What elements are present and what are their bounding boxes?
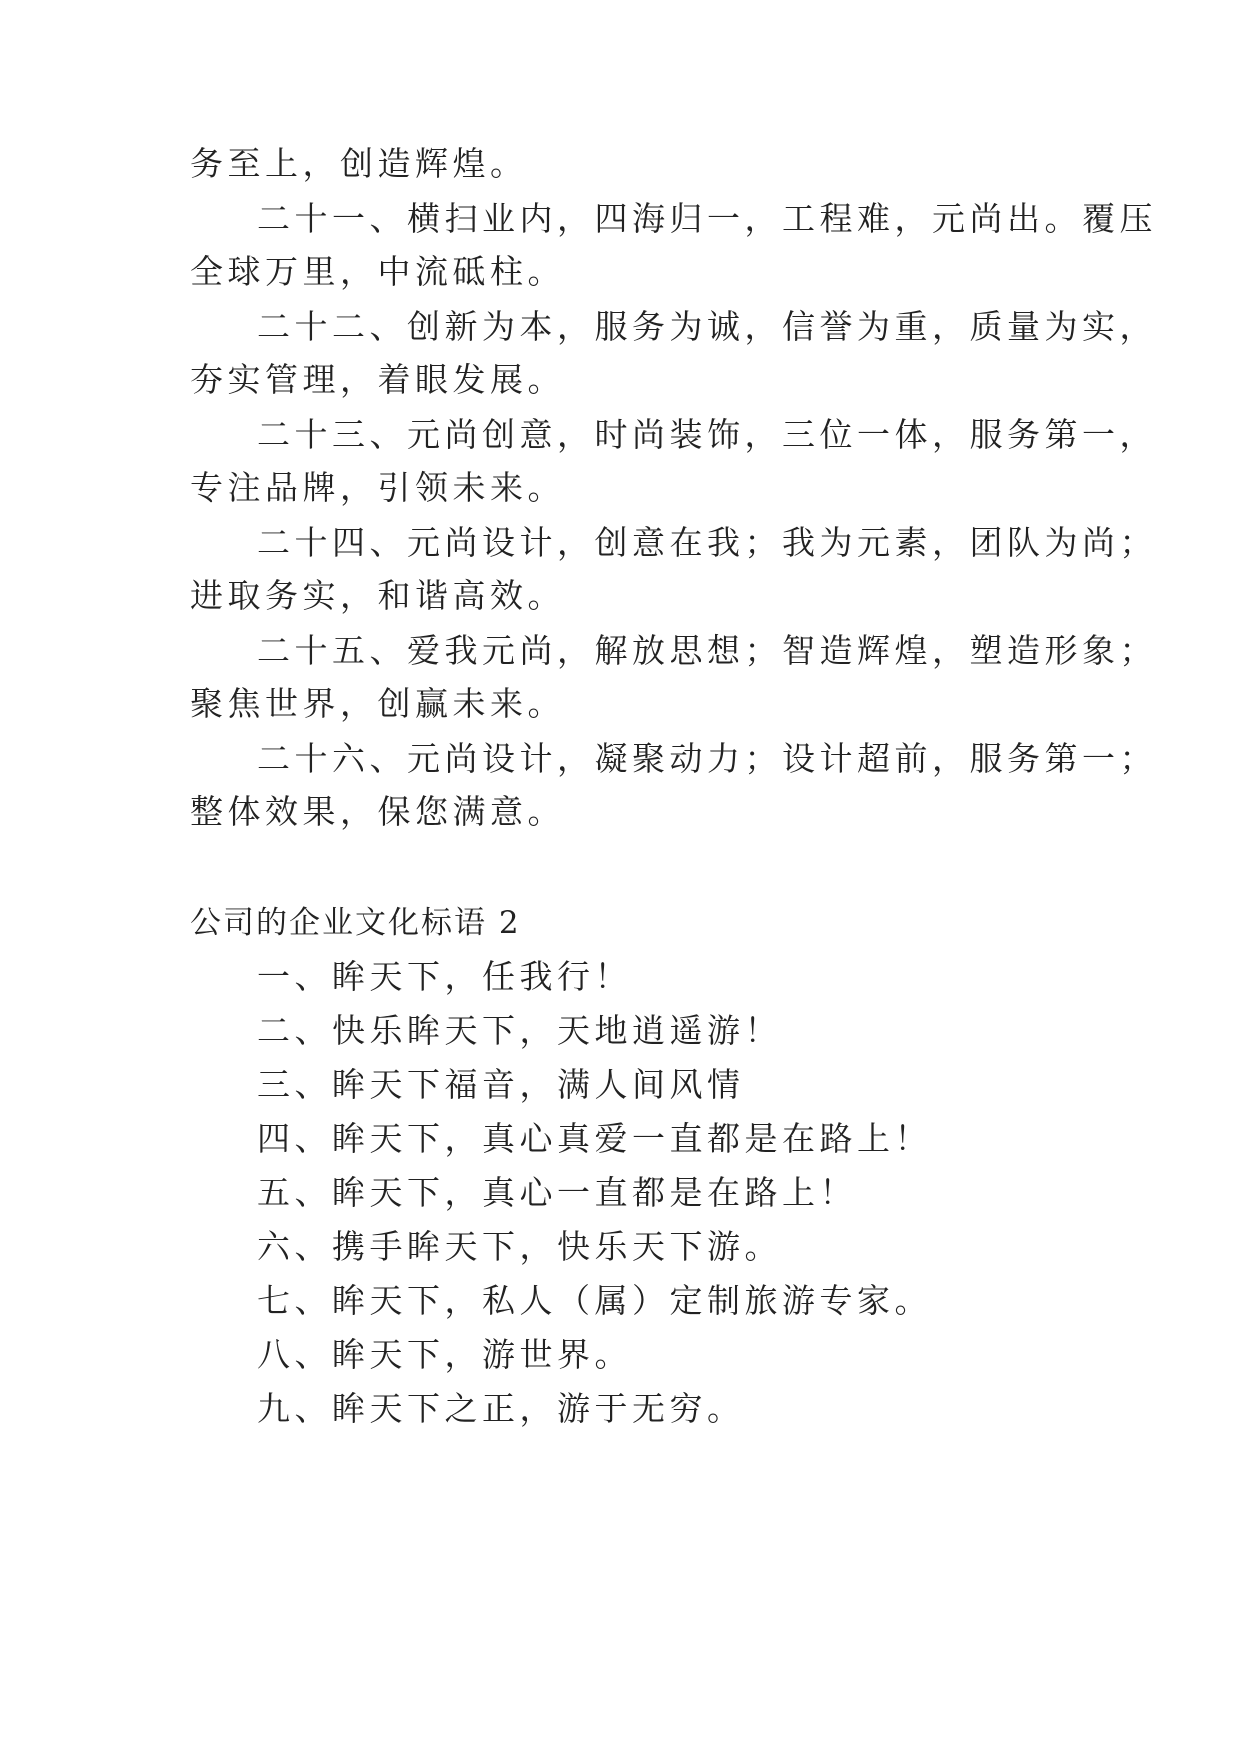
list-item: 九、眸天下之正，游于无穷。 xyxy=(257,1389,745,1428)
section-heading: 公司的企业文化标语 2 xyxy=(190,905,521,941)
paragraph-line: 聚焦世界，创赢未来。 xyxy=(190,684,565,723)
paragraph-line: 二十六、元尚设计，凝聚动力；设计超前，服务第一； xyxy=(257,739,1157,778)
list-item: 三、眸天下福音，满人间风情 xyxy=(257,1065,745,1104)
list-item: 四、眸天下，真心真爱一直都是在路上！ xyxy=(257,1119,932,1158)
paragraph-line: 全球万里，中流砥柱。 xyxy=(190,252,565,291)
list-item: 六、携手眸天下，快乐天下游。 xyxy=(257,1227,782,1266)
paragraph-line: 整体效果，保您满意。 xyxy=(190,792,565,831)
list-item: 二、快乐眸天下，天地逍遥游！ xyxy=(257,1011,782,1050)
paragraph-line: 二十五、爱我元尚，解放思想；智造辉煌，塑造形象； xyxy=(257,631,1157,670)
list-item: 一、眸天下，任我行！ xyxy=(257,957,632,996)
paragraph-line: 二十二、创新为本，服务为诚，信誉为重，质量为实， xyxy=(257,307,1157,346)
paragraph-line: 二十四、元尚设计，创意在我；我为元素，团队为尚； xyxy=(257,523,1157,562)
paragraph-line: 进取务实，和谐高效。 xyxy=(190,576,565,615)
paragraph-line: 夯实管理，着眼发展。 xyxy=(190,360,565,399)
paragraph-line: 二十一、横扫业内，四海归一，工程难，元尚出。覆压 xyxy=(257,199,1157,238)
list-item: 七、眸天下，私人（属）定制旅游专家。 xyxy=(257,1281,932,1320)
list-item: 八、眸天下，游世界。 xyxy=(257,1335,632,1374)
list-item: 五、眸天下，真心一直都是在路上！ xyxy=(257,1173,857,1212)
paragraph-line: 专注品牌，引领未来。 xyxy=(190,468,565,507)
paragraph-line: 务至上，创造辉煌。 xyxy=(190,144,528,183)
paragraph-line: 二十三、元尚创意，时尚装饰，三位一体，服务第一， xyxy=(257,415,1157,454)
